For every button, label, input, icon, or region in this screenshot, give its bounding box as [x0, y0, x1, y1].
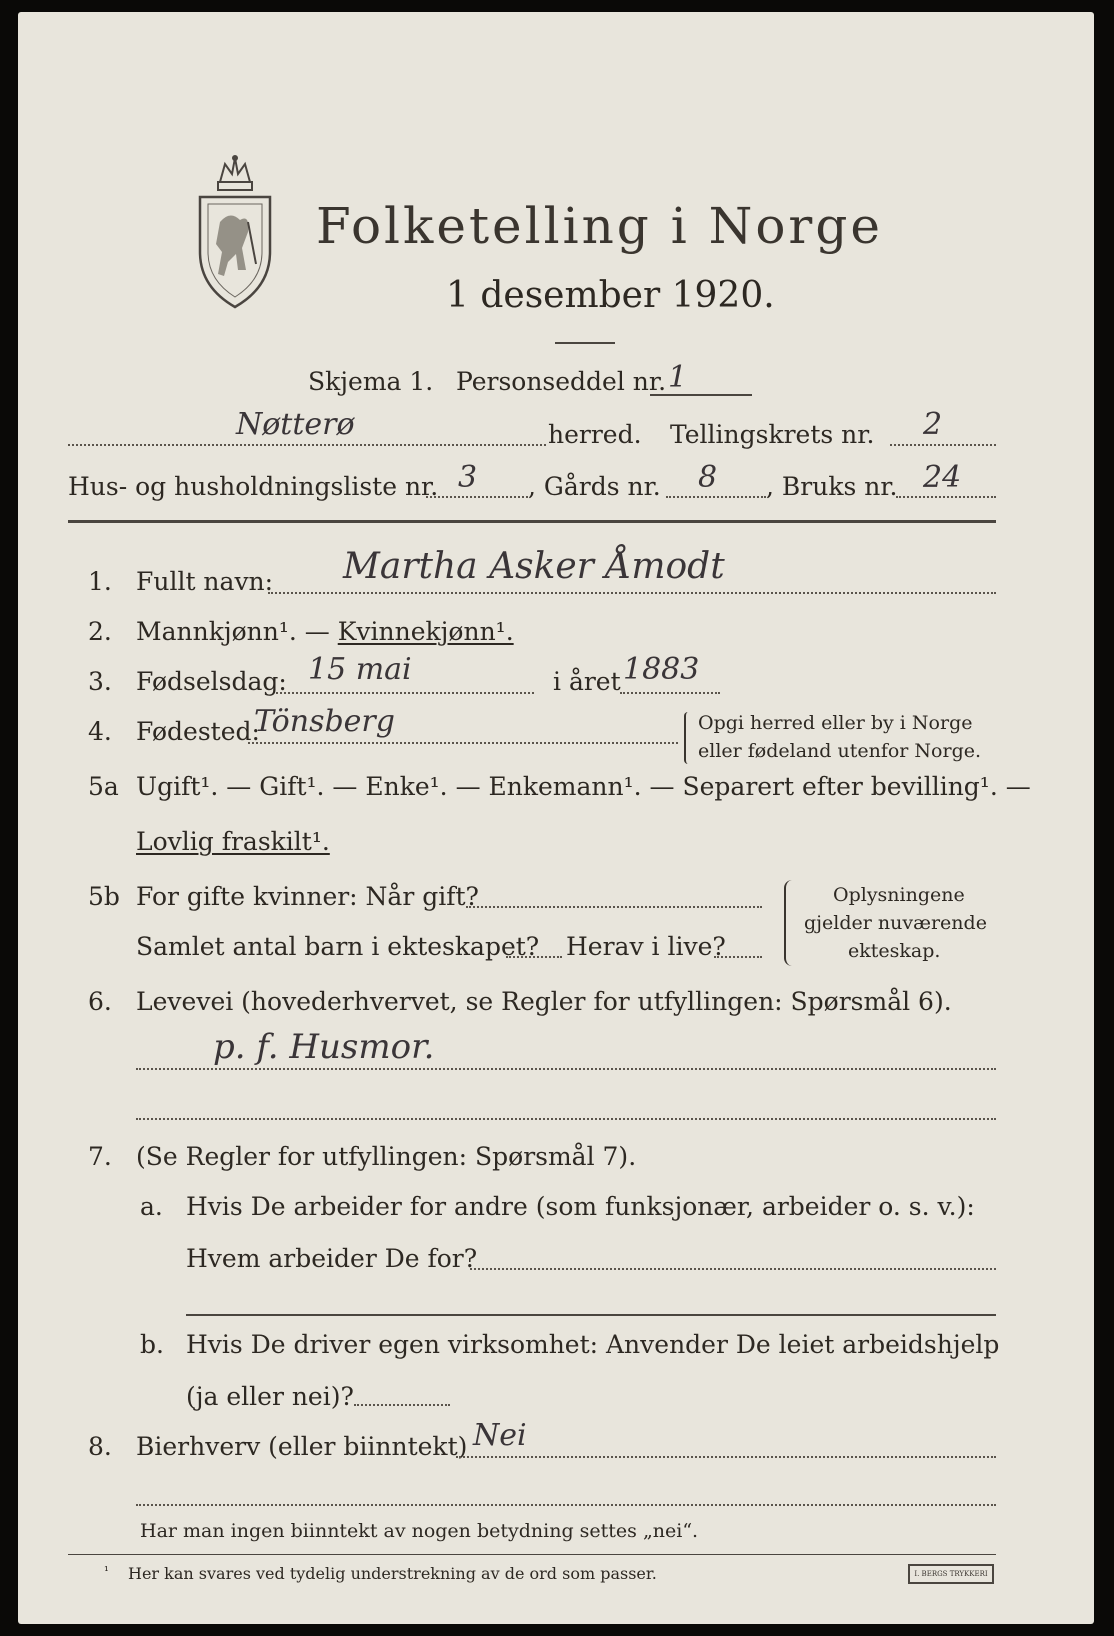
- printer-stamp: I. BERGS TRYKKERI: [908, 1564, 994, 1584]
- q7b-text: Hvis De driver egen virksomhet: Anvender De leiet arbeidshjelp: [186, 1330, 1000, 1359]
- husliste-label: Hus- og husholdningsliste nr.: [68, 472, 439, 501]
- q3-year-value: 1883: [623, 652, 700, 687]
- tellingskrets-line: [890, 444, 996, 446]
- q8-line: [456, 1456, 996, 1458]
- q3-number: 3.: [88, 667, 112, 696]
- q6-number: 6.: [88, 987, 112, 1016]
- gards-value: 8: [698, 460, 718, 495]
- personseddel-line: [650, 394, 752, 396]
- q2-female: Kvinnekjønn¹.: [337, 617, 514, 646]
- q2-dash: —: [296, 617, 338, 646]
- q6-line-1: [136, 1068, 996, 1070]
- title-rule: [555, 342, 615, 344]
- q3-label: Fødselsdag:: [136, 667, 287, 696]
- q7-label: (Se Regler for utfyllingen: Spørsmål 7).: [136, 1142, 637, 1171]
- q2-options: [136, 617, 514, 646]
- q5a-options: Ugift¹. — Gift¹. — Enke¹. — Enkemann¹. — Separert efter bevilling¹. —: [136, 772, 1031, 801]
- q7b-letter: b.: [140, 1330, 164, 1359]
- q8-value: Nei: [473, 1418, 527, 1453]
- personseddel-label: Personseddel nr.: [456, 367, 667, 396]
- q3-year-label: i året: [553, 667, 621, 696]
- q8-number: 8.: [88, 1432, 112, 1461]
- header-divider: [68, 520, 996, 523]
- q7a-who-label: Hvem arbeider De for?: [186, 1244, 478, 1273]
- bruks-label: , Bruks nr.: [766, 472, 898, 501]
- herred-value: Nøtterø: [236, 407, 355, 442]
- q3-year-line: [620, 692, 720, 694]
- q2-number: 2.: [88, 617, 112, 646]
- q6-line-2: [136, 1118, 996, 1120]
- q4-line: [248, 742, 678, 744]
- herred-label: herred.: [548, 420, 642, 449]
- bruks-value: 24: [923, 460, 962, 495]
- q5b-ilive-line: [714, 956, 762, 958]
- q4-label: Fødested:: [136, 717, 260, 746]
- tellingskrets-label: Tellingskrets nr.: [670, 420, 875, 449]
- q5b-label-barn: Samlet antal barn i ekteskapet?: [136, 932, 540, 961]
- q7b-line: [354, 1404, 450, 1406]
- gards-line: [666, 496, 766, 498]
- q3-day-line: [276, 692, 534, 694]
- q8-line-2: [136, 1504, 996, 1506]
- q5a-lovlig-fraskilt: Lovlig fraskilt¹.: [136, 827, 330, 856]
- q8-label: Bierhverv (eller biinntekt): [136, 1432, 468, 1461]
- q5b-barn-line: [506, 956, 562, 958]
- q7-number: 7.: [88, 1142, 112, 1171]
- q4-note-2: eller fødeland utenfor Norge.: [698, 740, 982, 762]
- q1-line: [268, 592, 996, 594]
- q5b-number: 5b: [88, 882, 120, 911]
- bruks-line: [896, 496, 996, 498]
- tellingskrets-value: 2: [923, 407, 943, 442]
- q5b-note-2: gjelder nuværende: [804, 912, 987, 934]
- q6-value: p. f. Husmor.: [213, 1027, 435, 1067]
- footnote-text: Her kan svares ved tydelig understrekning av de ord som passer.: [128, 1564, 657, 1583]
- q7a-letter: a.: [140, 1192, 163, 1221]
- q5b-note-1: Oplysningene: [833, 884, 965, 906]
- q2-male: Mannkjønn¹.: [136, 617, 297, 646]
- footer-note: Har man ingen biinntekt av nogen betydning settes „nei“.: [140, 1520, 699, 1542]
- census-date: 1 desember 1920.: [446, 275, 775, 316]
- skjema-label: Skjema 1.: [308, 367, 434, 396]
- q5b-note-3: ekteskap.: [848, 940, 941, 962]
- personseddel-value: 1: [668, 360, 688, 395]
- husliste-value: 3: [458, 460, 478, 495]
- q1-value: Martha Asker Åmodt: [343, 546, 725, 587]
- coat-of-arms-icon: [190, 152, 280, 312]
- herred-line: [68, 444, 546, 446]
- q1-number: 1.: [88, 567, 112, 596]
- footer-rule: [68, 1554, 996, 1555]
- census-form-sheet: [18, 12, 1094, 1624]
- q4-number: 4.: [88, 717, 112, 746]
- q4-brace: [684, 712, 692, 764]
- footnote-mark: ¹: [104, 1564, 109, 1578]
- q6-label: Levevei (hovederhvervet, se Regler for utfyllingen: Spørsmål 6).: [136, 987, 952, 1016]
- q4-note-1: Opgi herred eller by i Norge: [698, 712, 973, 734]
- q7a-text: Hvis De arbeider for andre (som funksjonær, arbeider o. s. v.):: [186, 1192, 975, 1221]
- q3-day-value: 15 mai: [308, 652, 412, 687]
- form-title: Folketelling i Norge: [316, 197, 883, 255]
- q5b-gift-line: [466, 906, 762, 908]
- husliste-line: [426, 496, 528, 498]
- q4-value: Tönsberg: [254, 704, 395, 739]
- q7a-extra-line: [186, 1314, 996, 1316]
- q5b-label-gift: For gifte kvinner: Når gift?: [136, 882, 479, 911]
- q7a-who-line: [470, 1268, 996, 1270]
- gards-label: , Gårds nr.: [528, 472, 661, 501]
- q1-label: Fullt navn:: [136, 567, 274, 596]
- q5b-label-ilive: Herav i live?: [566, 932, 726, 961]
- q5a-number: 5a: [88, 772, 119, 801]
- q7b-question: (ja eller nei)?: [186, 1382, 354, 1411]
- q5b-brace: [784, 880, 794, 966]
